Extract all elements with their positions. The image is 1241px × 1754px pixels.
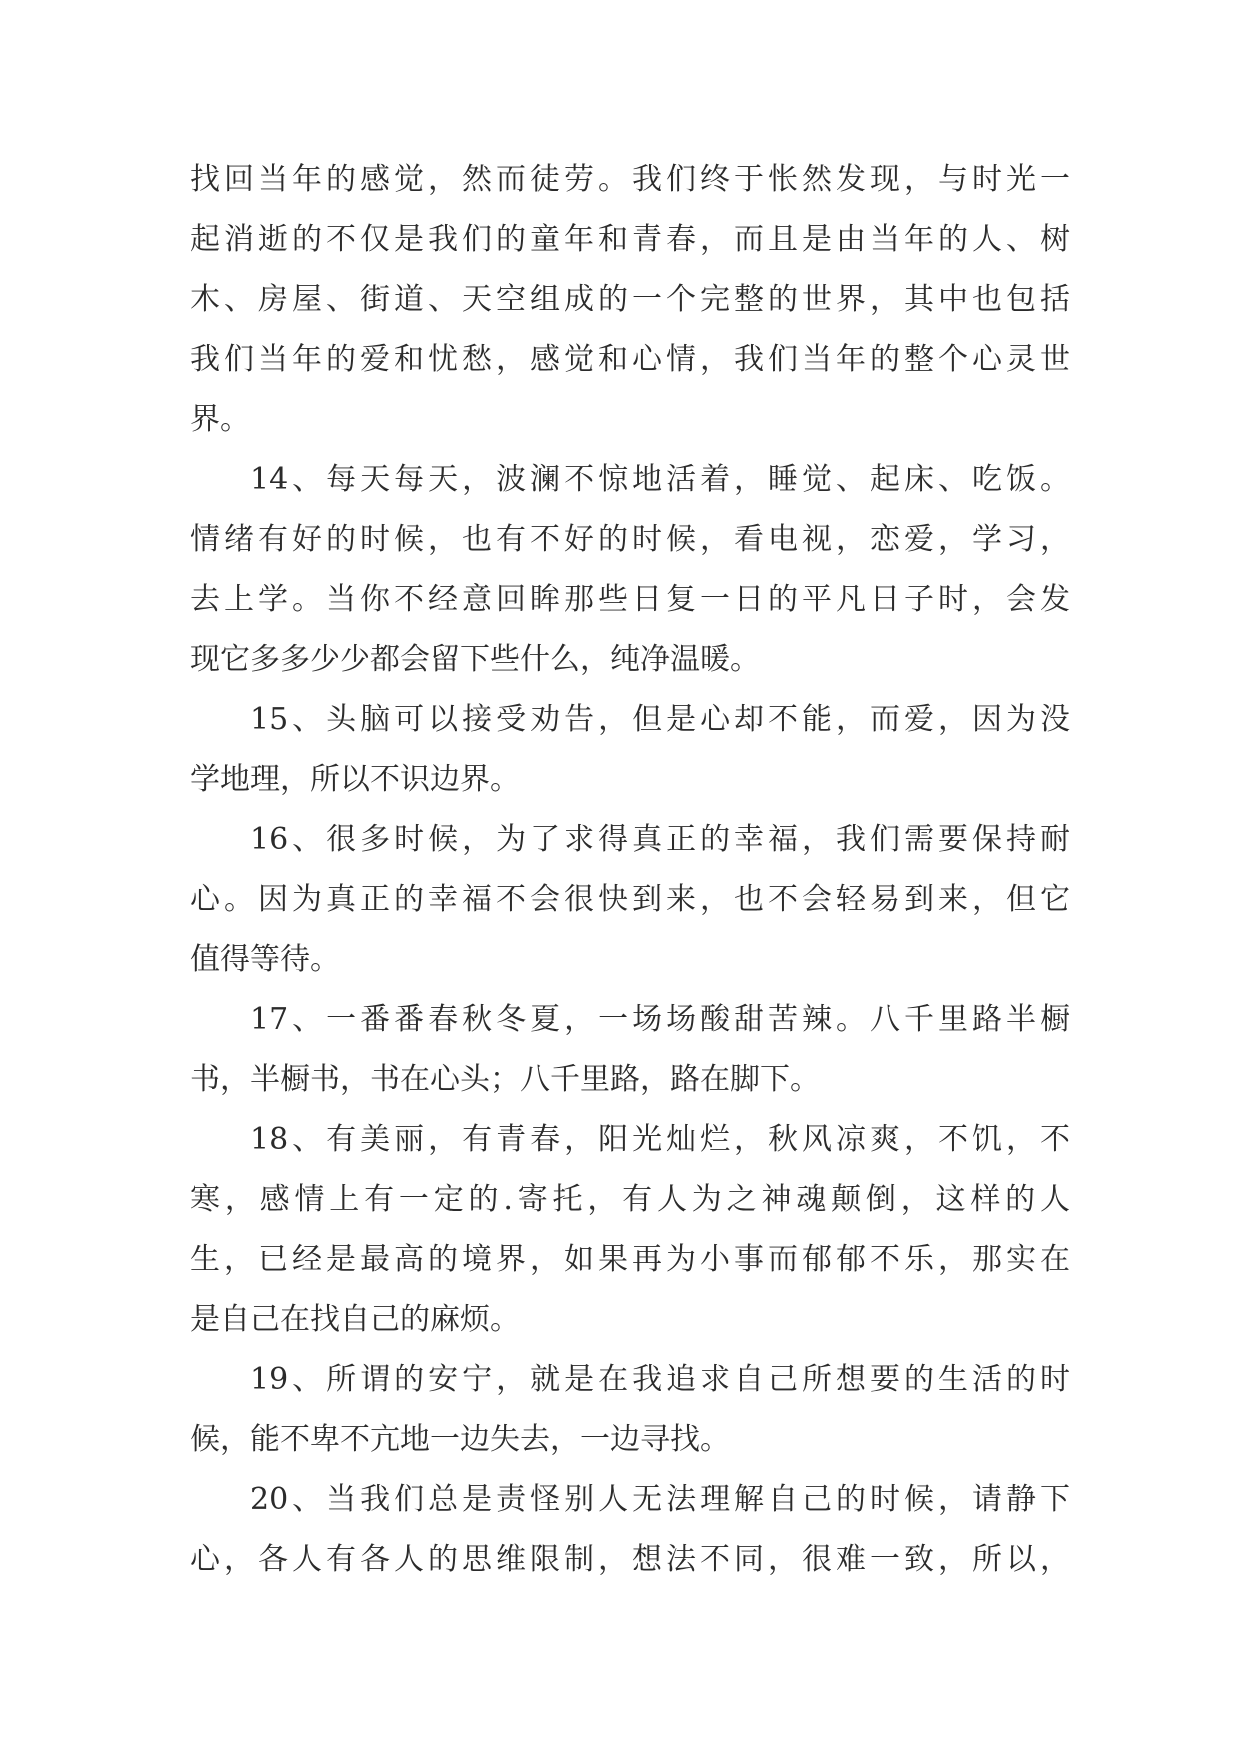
text-line: 心，各人有各人的思维限制，想法不同，很难一致，所以， (190, 1542, 1070, 1577)
text-line: 18、有美丽，有青春，阳光灿烂，秋风凉爽，不饥，不 (250, 1122, 1070, 1157)
text-line: 17、一番番春秋冬夏，一场场酸甜苦辣。八千里路半橱 (250, 1002, 1070, 1037)
text-line: 书，半橱书，书在心头；八千里路，路在脚下。 (190, 1062, 820, 1097)
text-line: 候，能不卑不亢地一边失去，一边寻找。 (190, 1422, 730, 1457)
text-line: 是自己在找自己的麻烦。 (190, 1302, 520, 1337)
text-line: 20、当我们总是责怪别人无法理解自己的时候，请静下 (250, 1482, 1070, 1517)
text-line: 16、很多时候，为了求得真正的幸福，我们需要保持耐 (250, 822, 1070, 857)
text-line: 19、所谓的安宁，就是在我追求自己所想要的生活的时 (250, 1362, 1070, 1397)
text-line: 心。因为真正的幸福不会很快到来，也不会轻易到来，但它 (190, 882, 1070, 917)
text-line: 起消逝的不仅是我们的童年和青春，而且是由当年的人、树 (190, 222, 1070, 257)
text-line: 学地理，所以不识边界。 (190, 762, 520, 797)
text-line: 值得等待。 (190, 942, 340, 977)
text-line: 15、头脑可以接受劝告，但是心却不能，而爱，因为没 (250, 702, 1070, 737)
text-line: 情绪有好的时候，也有不好的时候，看电视，恋爱，学习， (190, 522, 1070, 557)
text-line: 寒，感情上有一定的.寄托，有人为之神魂颠倒，这样的人 (190, 1182, 1070, 1217)
text-line: 界。 (190, 402, 250, 437)
text-line: 木、房屋、街道、天空组成的一个完整的世界，其中也包括 (190, 282, 1070, 317)
document-body (190, 150, 1070, 1590)
text-line: 生，已经是最高的境界，如果再为小事而郁郁不乐，那实在 (190, 1242, 1070, 1277)
text-line: 找回当年的感觉，然而徒劳。我们终于怅然发现，与时光一 (190, 162, 1070, 197)
text-line: 我们当年的爱和忧愁，感觉和心情，我们当年的整个心灵世 (190, 342, 1070, 377)
text-line: 现它多多少少都会留下些什么，纯净温暖。 (190, 642, 760, 677)
text-line: 14、每天每天，波澜不惊地活着，睡觉、起床、吃饭。 (250, 462, 1070, 497)
text-line: 去上学。当你不经意回眸那些日复一日的平凡日子时，会发 (190, 582, 1070, 617)
